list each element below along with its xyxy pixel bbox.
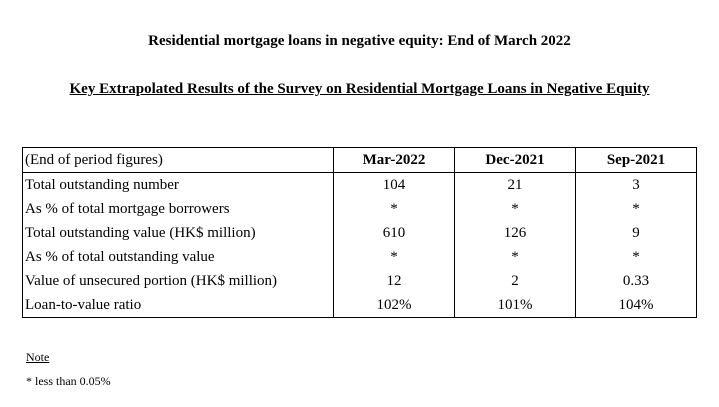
document-title: Residential mortgage loans in negative equity: End of March 2022: [148, 33, 571, 49]
cell-value: 104: [334, 173, 455, 198]
column-header-dec-2021: Dec-2021: [455, 148, 576, 173]
row-label: Value of unsecured portion (HK$ million): [23, 269, 334, 293]
table-row: [23, 293, 697, 318]
document-subtitle: Key Extrapolated Results of the Survey on Residential Mortgage Loans in Negative Equity: [69, 81, 650, 97]
row-label: Loan-to-value ratio: [23, 293, 334, 318]
cell-value: 610: [334, 221, 455, 245]
cell-value: 0.33: [576, 269, 697, 293]
table-header-row: [23, 148, 697, 173]
cell-value: 101%: [455, 293, 576, 318]
table-row: [23, 245, 697, 269]
cell-value: 104%: [576, 293, 697, 318]
cell-value: *: [455, 245, 576, 269]
row-label: As % of total outstanding value: [23, 245, 334, 269]
cell-value: *: [455, 197, 576, 221]
table-row: [23, 269, 697, 293]
row-label: As % of total mortgage borrowers: [23, 197, 334, 221]
table-row: [23, 221, 697, 245]
cell-value: 21: [455, 173, 576, 198]
cell-value: 9: [576, 221, 697, 245]
cell-value: 3: [576, 173, 697, 198]
results-table: [22, 147, 697, 318]
cell-value: 126: [455, 221, 576, 245]
row-label: Total outstanding number: [23, 173, 334, 198]
note-text: * less than 0.05%: [26, 374, 111, 388]
period-label: (End of period figures): [23, 148, 334, 173]
cell-value: 12: [334, 269, 455, 293]
row-label: Total outstanding value (HK$ million): [23, 221, 334, 245]
cell-value: *: [334, 245, 455, 269]
cell-value: *: [334, 197, 455, 221]
cell-value: 2: [455, 269, 576, 293]
note-heading: Note: [26, 350, 50, 364]
cell-value: *: [576, 245, 697, 269]
column-header-sep-2021: Sep-2021: [576, 148, 697, 173]
table-row: [23, 197, 697, 221]
column-header-mar-2022: Mar-2022: [334, 148, 455, 173]
table-row: [23, 173, 697, 198]
cell-value: 102%: [334, 293, 455, 318]
cell-value: *: [576, 197, 697, 221]
